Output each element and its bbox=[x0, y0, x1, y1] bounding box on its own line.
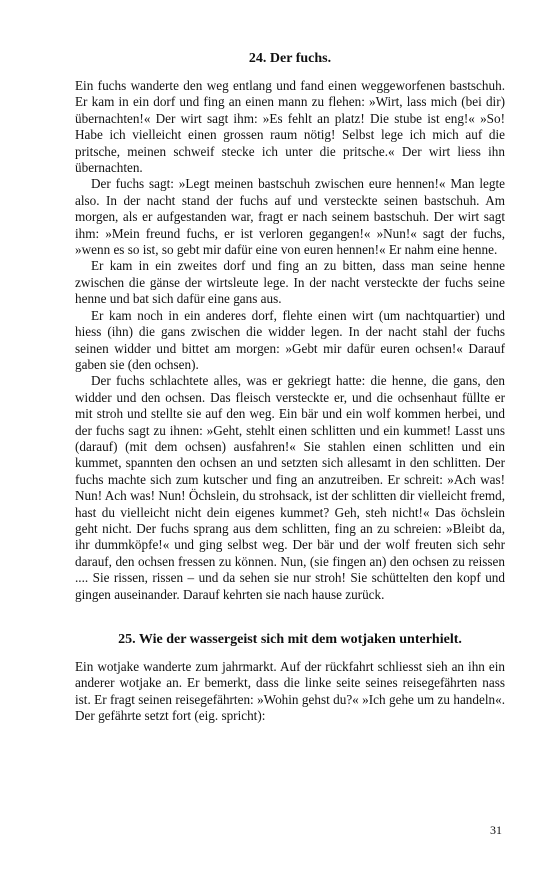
story-section-24 bbox=[75, 50, 505, 603]
story-paragraph: Er kam noch in ein anderes dorf, flehte einen wirt (um nachtquartier) und hiess (ihn) die gans zwischen die widder legen. In der nacht stahl der fuchs seinen widder und bittet am morgen: »Gebt mir dafür euren ochsen!« Darauf gaben sie (den ochsen). bbox=[75, 307, 505, 372]
story-paragraph: Der fuchs schlachtete alles, was er gekriegt hatte: die henne, die gans, den widder und den ochsen. Das fleisch versteckte er, und die ochsenhaut füllte er mit stroh und stellte sie auf den weg. Ein bär und ein wolf kommen herbei, und der fuchs sagt zu ihnen: »Geht, stehlt einen schlitten und ein kummet! Lasst uns (darauf) (mit dem ochsen) ausfahren!« Sie stahlen einen schlitten und ein kummet, spannten den ochsen an und setzten sich allesamt in den schlitten. Der fuchs machte sich zum kutscher und fing an anzutreiben. Er schreit: »Ach was! Nun! Ach was! Nun! Öchslein, du strohsack, ist der schlitten dir vielleicht fremd, hast du vielleicht nicht dein eigenes kummet? Geh, steh nicht!« Das öchslein geht nicht. Der fuchs sprang aus dem schlitten, fing an zu schreien: »Bleibt da, ihr dummköpfe!« und ging selbst weg. Der bär und der wolf freuten sich sehr darauf, den ochsen fressen zu können. Nun, (sie fingen an) den ochsen zu reissen .... Sie rissen, rissen – und da sehen sie nur stroh! Sie schüttelten den kopf und gingen auseinander. Darauf kehrten sie nach hause zurück. bbox=[75, 373, 505, 602]
story-paragraph: Ein wotjake wanderte zum jahrmarkt. Auf der rückfahrt schliesst sieh an ihn ein anderer wotjake an. Er bemerkt, dass die linke seite seines reisegefährten nass ist. Er fragt seinen reisegefährten: »Wohin gehst du?« »Ich gehe um zu handeln«. Der gefährte setzt fort (eig. spricht): bbox=[75, 659, 505, 724]
story-paragraph: Der fuchs sagt: »Legt meinen bastschuh zwischen eure hennen!« Man legte also. In der nacht stand der fuchs auf und versteckte seinen bastschuh. Am morgen, als er aufgestanden war, fragt er nach seinem bastschuh. Der wirt sagt ihm: »Mein freund fuchs, er ist verloren gegangen!« »Nun!« sagt der fuchs, »wenn es so ist, so gebt mir dafür eine von euren hennen!« Er nahm eine henne. bbox=[75, 176, 505, 258]
story-paragraph: Er kam in ein zweites dorf und fing an zu bitten, dass man seine henne zwischen die gänse der wirtsleute lege. In der nacht versteckte der fuchs seine henne und bat sich dafür eine gans aus. bbox=[75, 258, 505, 307]
page-content bbox=[75, 50, 505, 725]
story-section-25 bbox=[75, 631, 505, 725]
page-number: 31 bbox=[490, 823, 502, 837]
story-title: 24. Der fuchs. bbox=[248, 51, 332, 66]
story-paragraph: Ein fuchs wanderte den weg entlang und fand einen weggeworfenen bastschuh. Er kam in ein dorf und fing an einen mann zu flehen: »Wirt, lass mich (bei dir) übernachten!« Der wirt sagt ihm: »Es fehlt an platz! Die stube ist eng!« »So! Habe ich vielleicht einen grossen raum nötig! Selbst lege ich mich auf die pritsche, meinen schweif stecke ich unter die pritsche.« Der wirt liess ihn übernachten. bbox=[75, 78, 505, 176]
story-title: 25. Wie der wassergeist sich mit dem wotjaken unterhielt. bbox=[118, 632, 462, 647]
